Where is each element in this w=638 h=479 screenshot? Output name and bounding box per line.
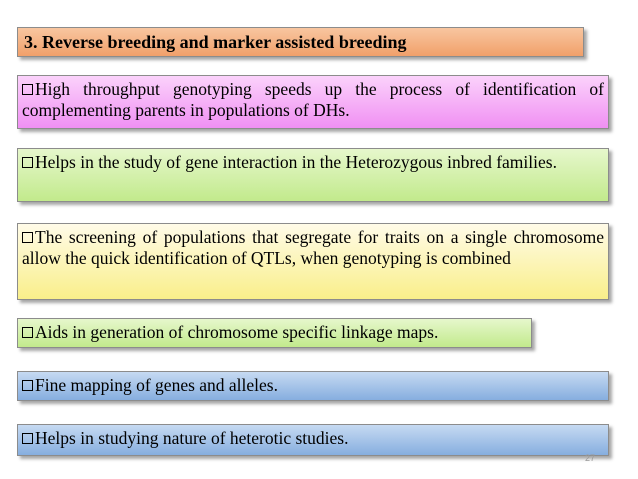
checkbox-bullet-icon — [22, 327, 33, 338]
point-heterotic-studies — [17, 424, 609, 456]
point-qtl-identification — [17, 223, 609, 300]
point-text: High throughput genotyping speeds up the process of identification of complementing parents in populations of DHs. — [22, 79, 604, 120]
point-text: Aids in generation of chromosome specific linkage maps. — [35, 322, 439, 342]
slide-number: 27 — [585, 453, 596, 463]
point-fine-mapping — [17, 371, 609, 401]
point-linkage-maps — [17, 318, 532, 348]
point-text: Helps in studying nature of heterotic studies. — [35, 428, 349, 448]
point-gene-interaction — [17, 148, 609, 202]
checkbox-bullet-icon — [22, 433, 33, 444]
point-genotyping-throughput — [17, 75, 609, 129]
slide-heading: 3. Reverse breeding and marker assisted breeding — [17, 27, 584, 57]
checkbox-bullet-icon — [22, 157, 33, 168]
point-text: Fine mapping of genes and alleles. — [35, 375, 278, 395]
checkbox-bullet-icon — [22, 232, 33, 243]
checkbox-bullet-icon — [22, 84, 33, 95]
point-text: The screening of populations that segregate for traits on a single chromosome allow the quick identification of QTLs, when genotyping is combined — [22, 227, 604, 268]
point-text: Helps in the study of gene interaction in the Heterozygous inbred families. — [35, 152, 557, 172]
checkbox-bullet-icon — [22, 380, 33, 391]
